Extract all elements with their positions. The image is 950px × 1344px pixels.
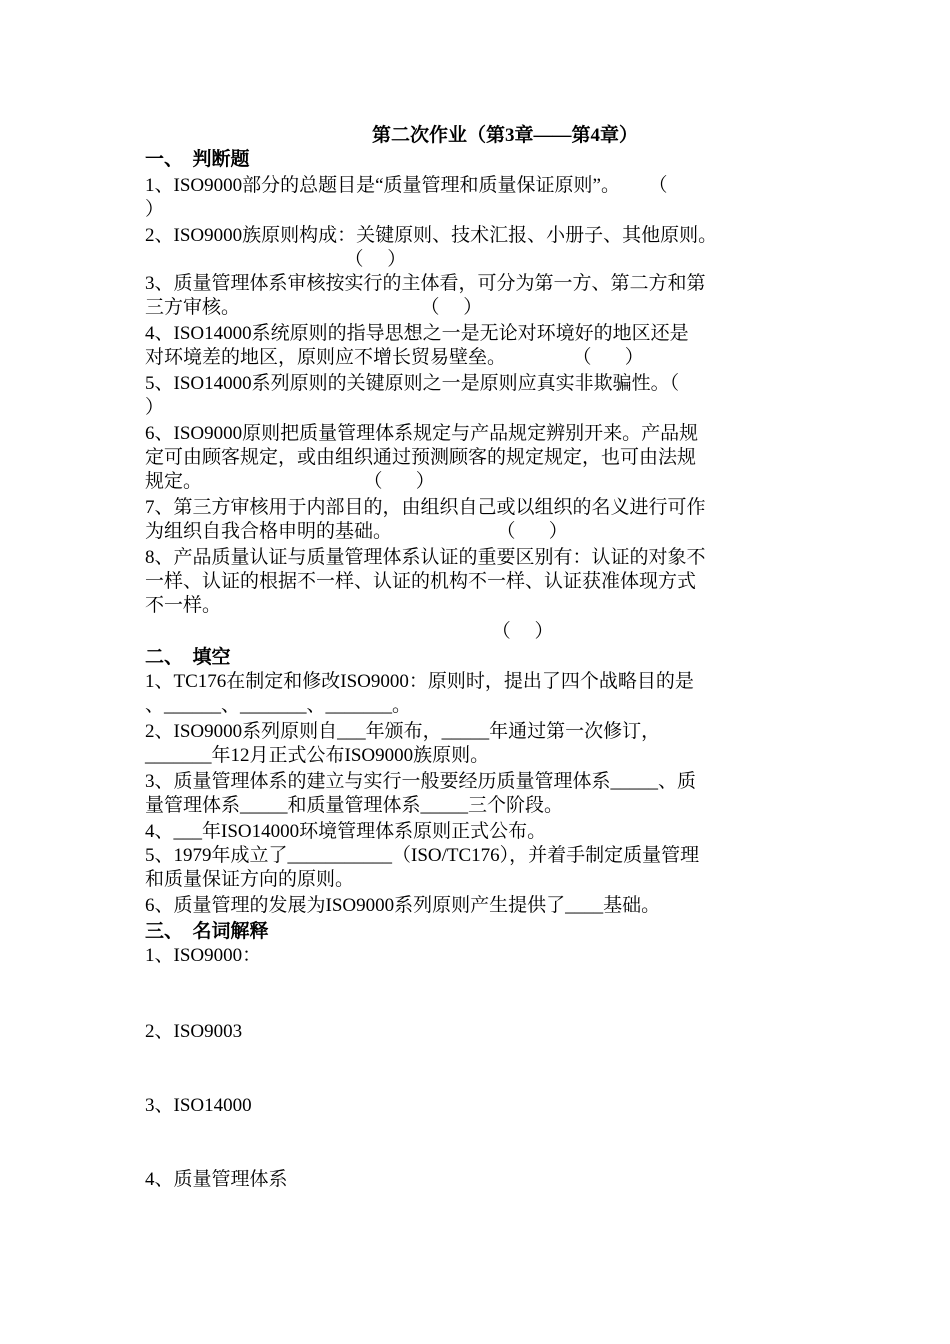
question-line: 6、ISO9000原则把质量管理体系规定与产品规定辨别开来。产品规 [145, 423, 699, 444]
definition-item: 4、质量管理体系 [145, 1169, 288, 1190]
question-line: ） [145, 397, 165, 418]
question-line: 8、产品质量认证与质量管理体系认证的重要区别有：认证的对象不 [145, 547, 706, 568]
question-line: 4、ISO14000系统原则的指导思想之一是无论对环境好的地区还是 [145, 323, 689, 344]
question-line: 4、___年ISO14000环境管理体系原则正式公布。 [145, 821, 547, 842]
question-line: 1、TC176在制定和修改ISO9000：原则时，提出了四个战略目的是 [145, 671, 694, 692]
question-line: 规定。 （ ） [145, 471, 435, 492]
question-line: 5、ISO14000系列原则的关键原则之一是原则应真实非欺骗性。（ [145, 373, 680, 394]
section-heading-true-false: 一、 判断题 [145, 149, 250, 170]
question-line: 三方审核。 （ ） [145, 297, 483, 318]
document-title: 第二次作业（第3章——第4章） [371, 125, 638, 146]
question-line: 不一样。 [145, 595, 222, 616]
question-line: 6、质量管理的发展为ISO9000系列原则产生提供了____基础。 [145, 895, 661, 916]
question-line: 量管理体系_____和质量管理体系_____三个阶段。 [145, 795, 564, 816]
question-line: 、______、_______、_______。 [145, 695, 412, 716]
section-heading-fill-in: 二、 填空 [145, 647, 231, 668]
question-line: 一样、认证的根据不一样、认证的机构不一样、认证获准体现方式 [145, 571, 697, 592]
question-line: 1、ISO9000部分的总题目是“质量管理和质量保证原则”。 （ [145, 175, 668, 196]
definition-item: 2、ISO9003 [145, 1021, 243, 1042]
question-line: _______年12月正式公布ISO9000族原则。 [145, 745, 490, 766]
definition-item: 3、ISO14000 [145, 1095, 252, 1116]
question-line: 3、质量管理体系审核按实行的主体看，可分为第一方、第二方和第 [145, 273, 706, 294]
question-line: 3、质量管理体系的建立与实行一般要经历质量管理体系_____、质 [145, 771, 697, 792]
question-line: 5、1979年成立了___________（ISO/TC176），并着手制定质量管理 [145, 845, 700, 866]
question-line: 为组织自我合格申明的基础。 （ ） [145, 521, 568, 542]
definition-item: 1、ISO9000： [145, 945, 262, 966]
question-line: （ ） [145, 249, 407, 270]
question-line: 和质量保证方向的原则。 [145, 869, 355, 890]
question-line: 2、ISO9000系列原则自___年颁布，_____年通过第一次修订， [145, 721, 661, 742]
section-heading-definitions: 三、 名词解释 [145, 921, 269, 942]
question-line: ） [145, 199, 165, 220]
question-line: 定可由顾客规定，或由组织通过预测顾客的规定规定，也可由法规 [145, 447, 697, 468]
question-line: 对环境差的地区，原则应不增长贸易壁垒。 （ ） [145, 347, 644, 368]
question-line: （ ） [145, 621, 554, 642]
question-line: 2、ISO9000族原则构成：关键原则、技术汇报、小册子、其他原则。 [145, 225, 718, 246]
question-line: 7、第三方审核用于内部目的，由组织自己或以组织的名义进行可作 [145, 497, 706, 518]
